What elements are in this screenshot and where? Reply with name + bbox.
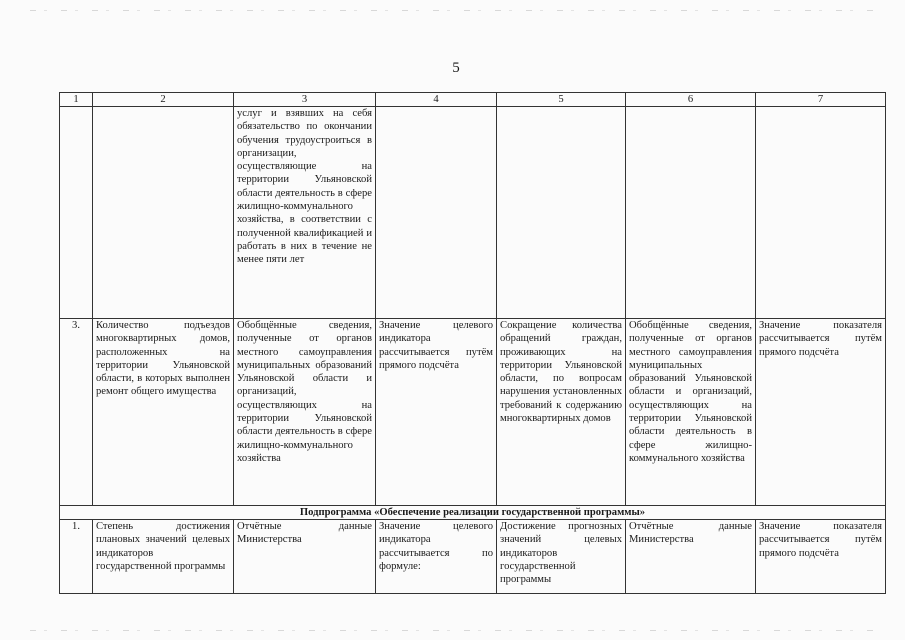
result-data-source-cell [626, 107, 756, 319]
result-data-source-cell: Обобщённые сведения, полученные от органов местного самоуправления муниципальных образований Ульяновской области и организаций, осуществляющих на территории Ульяновской области деятельность в сфере жилищно-коммунального хозяйства [626, 319, 756, 506]
column-header: 1 [60, 93, 93, 107]
calculation-method-cell [376, 107, 497, 319]
section-title: Подпрограмма «Обеспечение реализации государственной программы» [60, 506, 886, 520]
expected-result-cell: Достижение прогнозных значений целевых индикаторов государственной программы [497, 520, 626, 594]
scan-artifact-top [30, 10, 875, 11]
data-source-cell: Обобщённые сведения, полученные от органов местного самоуправления муниципальных образований Ульяновской области и организаций, осуществляющих на территории Ульяновской области деятельность в сфере жилищно-коммунального хозяйства [234, 319, 376, 506]
table-row [60, 319, 886, 506]
expected-result-cell: Сокращение количества обращений граждан, проживающих на территории Ульяновской области, по вопросам нарушения установленных требований к содержанию многоквартирных домов [497, 319, 626, 506]
scan-artifact-bottom [30, 630, 875, 631]
column-header: 6 [626, 93, 756, 107]
expected-result-cell [497, 107, 626, 319]
table-row [60, 520, 886, 594]
result-calculation-cell: Значение показателя рассчитывается путём прямого подсчёта [756, 520, 886, 594]
data-source-cell: услуг и взявших на себя обязательство по окончании обучения трудоустроиться в организации, осуществляющие на территории Ульяновской области деятельность в сфере жилищно-коммунального хозяйства, в соответствии с полученной квалификацией и работать в них в течение не менее пяти лет [234, 107, 376, 319]
indicator-name-cell [93, 107, 234, 319]
page-number: 5 [452, 60, 460, 76]
data-source-cell: Отчётные данные Министерства [234, 520, 376, 594]
section-title-row [60, 506, 886, 520]
result-calculation-cell: Значение показателя рассчитывается путём прямого подсчёта [756, 319, 886, 506]
column-header: 2 [93, 93, 234, 107]
column-header: 7 [756, 93, 886, 107]
calculation-method-cell: Значение целевого индикатора рассчитывается путём прямого подсчёта [376, 319, 497, 506]
table-header-row [60, 93, 886, 107]
calculation-method-cell: Значение целевого индикатора рассчитывается по формуле: [376, 520, 497, 594]
indicator-name-cell: Количество подъездов многоквартирных домов, расположенных на территории Ульяновской области, в которых выполнен ремонт общего имущества [93, 319, 234, 506]
result-data-source-cell: Отчётные данные Министерства [626, 520, 756, 594]
result-calculation-cell [756, 107, 886, 319]
row-number-cell: 3. [60, 319, 93, 506]
row-number-cell [60, 107, 93, 319]
indicator-table [59, 92, 886, 594]
column-header: 5 [497, 93, 626, 107]
column-header: 4 [376, 93, 497, 107]
table-row [60, 107, 886, 319]
column-header: 3 [234, 93, 376, 107]
indicator-name-cell: Степень достижения плановых значений целевых индикаторов государственной программы [93, 520, 234, 594]
row-number-cell: 1. [60, 520, 93, 594]
